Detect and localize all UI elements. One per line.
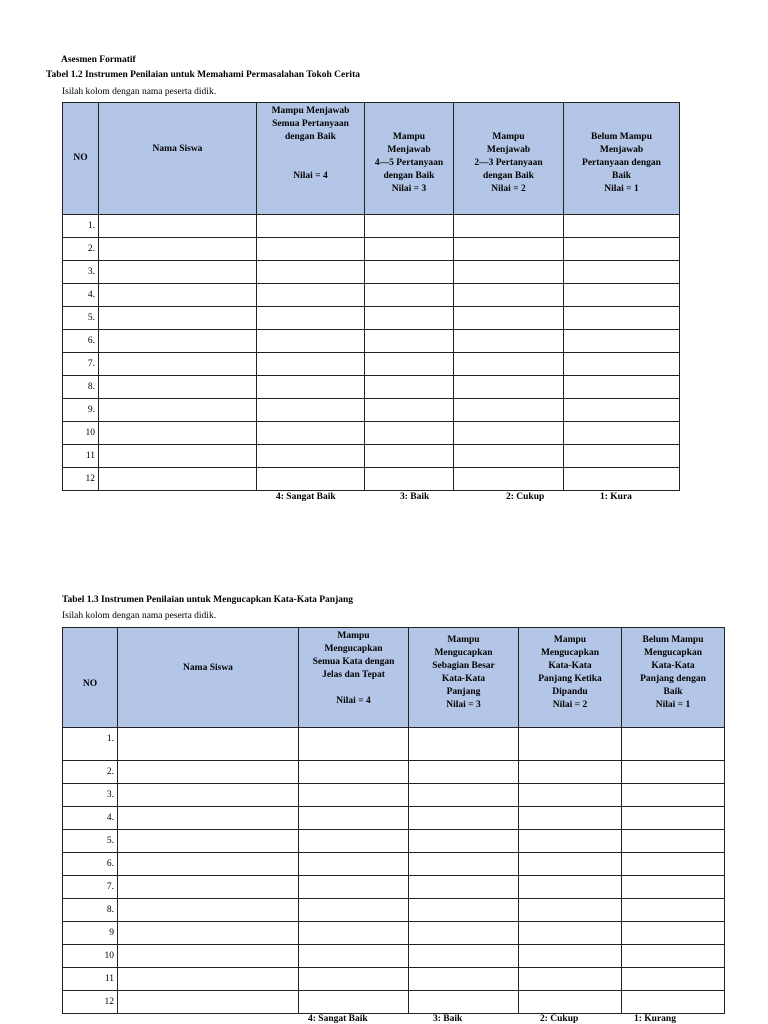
student-name-cell[interactable] <box>99 376 257 399</box>
table2-legend-2: 2: Cukup <box>540 1014 579 1024</box>
header-line: Sebagian Besar <box>432 661 495 671</box>
score-cell[interactable] <box>622 899 725 922</box>
table-row <box>63 399 680 422</box>
row-number: 11 <box>63 968 118 991</box>
score-cell[interactable] <box>257 399 365 422</box>
table1-title: Tabel 1.2 Instrumen Penilaian untuk Memahami Permasalahan Tokoh Cerita <box>46 70 360 80</box>
score-cell[interactable] <box>365 261 454 284</box>
header-line <box>257 157 364 170</box>
table2-header-col3 <box>519 628 622 728</box>
header-line: Nilai = 3 <box>446 700 481 710</box>
table-row <box>63 853 725 876</box>
table1-header-row <box>63 103 680 215</box>
student-name-cell[interactable] <box>118 853 299 876</box>
table1-instruction: Isilah kolom dengan nama peserta didik. <box>62 87 217 97</box>
header-line: Kata-Kata <box>441 674 486 684</box>
table-row <box>63 991 725 1014</box>
score-cell[interactable] <box>564 376 680 399</box>
score-cell[interactable] <box>365 468 454 491</box>
student-name-cell[interactable] <box>118 968 299 991</box>
score-cell[interactable] <box>564 399 680 422</box>
score-cell[interactable] <box>365 399 454 422</box>
student-name-cell[interactable] <box>99 215 257 238</box>
score-cell[interactable] <box>409 945 519 968</box>
table2-legend-1: 1: Kurang <box>634 1014 676 1024</box>
header-line: Nilai = 2 <box>491 184 526 194</box>
header-line: Jelas dan Tepat <box>322 670 385 680</box>
score-cell[interactable] <box>622 761 725 784</box>
row-number: 12 <box>63 991 118 1014</box>
row-number: 9. <box>63 399 99 422</box>
row-number: 7. <box>63 876 118 899</box>
score-cell[interactable] <box>365 422 454 445</box>
score-cell[interactable] <box>519 761 622 784</box>
score-cell[interactable] <box>622 876 725 899</box>
score-cell[interactable] <box>299 991 409 1014</box>
score-cell[interactable] <box>365 307 454 330</box>
score-cell[interactable] <box>519 876 622 899</box>
score-cell[interactable] <box>454 238 564 261</box>
score-cell[interactable] <box>519 945 622 968</box>
score-cell[interactable] <box>257 422 365 445</box>
score-cell[interactable] <box>454 353 564 376</box>
score-cell[interactable] <box>299 807 409 830</box>
table1-header-no: NO <box>63 103 99 215</box>
score-cell[interactable] <box>409 830 519 853</box>
score-cell[interactable] <box>519 784 622 807</box>
header-line: Menjawab <box>486 145 531 155</box>
score-cell[interactable] <box>365 284 454 307</box>
student-name-cell[interactable] <box>118 991 299 1014</box>
header-line: Nilai = 2 <box>552 700 588 710</box>
score-cell[interactable] <box>622 968 725 991</box>
header-line: Panjang Ketika <box>538 674 602 684</box>
student-name-cell[interactable] <box>99 468 257 491</box>
table-row <box>63 445 680 468</box>
header-line: Mengucapkan <box>540 648 600 658</box>
row-number: 5. <box>63 307 99 330</box>
row-number: 6. <box>63 853 118 876</box>
header-line <box>257 144 364 157</box>
score-cell[interactable] <box>409 728 519 761</box>
table2-header-row <box>63 628 725 728</box>
score-cell[interactable] <box>519 899 622 922</box>
student-name-cell[interactable] <box>99 284 257 307</box>
table1 <box>62 102 680 491</box>
header-line: Pertanyaan dengan <box>582 158 661 168</box>
score-cell[interactable] <box>299 853 409 876</box>
score-cell[interactable] <box>365 215 454 238</box>
score-cell[interactable] <box>257 353 365 376</box>
table2-header-col1 <box>299 628 409 728</box>
table-row <box>63 422 680 445</box>
table-row <box>63 238 680 261</box>
score-cell[interactable] <box>299 761 409 784</box>
table2-legend-3: 3: Baik <box>433 1014 463 1024</box>
score-cell[interactable] <box>454 284 564 307</box>
score-cell[interactable] <box>622 807 725 830</box>
row-number: 3. <box>63 261 99 284</box>
header-line: dengan Baik <box>383 171 435 181</box>
table-row <box>63 899 725 922</box>
score-cell[interactable] <box>454 422 564 445</box>
table-row <box>63 284 680 307</box>
score-cell[interactable] <box>409 899 519 922</box>
table-row <box>63 261 680 284</box>
score-cell[interactable] <box>564 330 680 353</box>
score-cell[interactable] <box>299 784 409 807</box>
header-line: Nilai = 1 <box>655 700 691 710</box>
score-cell[interactable] <box>299 876 409 899</box>
score-cell[interactable] <box>299 899 409 922</box>
table-row <box>63 353 680 376</box>
score-cell[interactable] <box>365 376 454 399</box>
score-cell[interactable] <box>257 330 365 353</box>
student-name-cell[interactable] <box>99 261 257 284</box>
row-number: 5. <box>63 830 118 853</box>
score-cell[interactable] <box>564 422 680 445</box>
table-row <box>63 968 725 991</box>
header-line: Panjang dengan <box>640 674 706 684</box>
header-line: 2—3 Pertanyaan <box>474 158 543 168</box>
table2-header-col4 <box>622 628 725 728</box>
row-number: 4. <box>63 284 99 307</box>
row-number: 8. <box>63 376 99 399</box>
score-cell[interactable] <box>564 215 680 238</box>
score-cell[interactable] <box>454 261 564 284</box>
header-line: Mengucapkan <box>434 648 493 658</box>
score-cell[interactable] <box>299 945 409 968</box>
score-cell[interactable] <box>409 761 519 784</box>
header-line: dengan Baik <box>483 171 534 181</box>
score-cell[interactable] <box>519 807 622 830</box>
row-number: 4. <box>63 807 118 830</box>
table-row <box>63 330 680 353</box>
score-cell[interactable] <box>564 284 680 307</box>
score-cell[interactable] <box>454 376 564 399</box>
header-line: Mampu <box>492 132 525 142</box>
row-number: 6. <box>63 330 99 353</box>
row-number: 11 <box>63 445 99 468</box>
student-name-cell[interactable] <box>118 784 299 807</box>
score-cell[interactable] <box>454 330 564 353</box>
table-row <box>63 945 725 968</box>
student-name-cell[interactable] <box>118 945 299 968</box>
header-line: Menjawab <box>599 145 644 155</box>
score-cell[interactable] <box>257 215 365 238</box>
score-cell[interactable] <box>564 468 680 491</box>
score-cell[interactable] <box>519 830 622 853</box>
table1-header-col4 <box>564 103 680 215</box>
score-cell[interactable] <box>519 968 622 991</box>
score-cell[interactable] <box>409 807 519 830</box>
header-line: Nilai = 1 <box>604 184 639 194</box>
header-line: Nilai = 3 <box>391 184 427 194</box>
score-cell[interactable] <box>622 784 725 807</box>
row-number: 2. <box>63 238 99 261</box>
header-line: Mampu <box>392 132 426 142</box>
student-name-cell[interactable] <box>118 899 299 922</box>
student-name-cell[interactable] <box>99 422 257 445</box>
header-line: Semua Kata dengan <box>312 657 395 667</box>
score-cell[interactable] <box>519 922 622 945</box>
score-cell[interactable] <box>409 784 519 807</box>
table-row <box>63 307 680 330</box>
score-cell[interactable] <box>257 284 365 307</box>
row-number: 9 <box>63 922 118 945</box>
score-cell[interactable] <box>365 445 454 468</box>
table2 <box>62 627 725 1014</box>
header-line <box>299 682 408 695</box>
table1-legend-4: 4: Sangat Baik <box>276 492 336 502</box>
score-cell[interactable] <box>564 238 680 261</box>
table1-header-name: Nama Siswa <box>99 103 257 215</box>
table-row <box>63 215 680 238</box>
score-cell[interactable] <box>299 968 409 991</box>
header-line: Dipandu <box>552 687 588 697</box>
table2-instruction: Isilah kolom dengan nama peserta didik. <box>62 611 217 621</box>
score-cell[interactable] <box>564 307 680 330</box>
table2-header-col2 <box>409 628 519 728</box>
header-line: Belum Mampu <box>591 132 652 142</box>
student-name-cell[interactable] <box>118 761 299 784</box>
score-cell[interactable] <box>454 215 564 238</box>
student-name-cell[interactable] <box>99 445 257 468</box>
score-cell[interactable] <box>299 922 409 945</box>
header-line: Mengucapkan <box>643 648 703 658</box>
student-name-cell[interactable] <box>118 830 299 853</box>
score-cell[interactable] <box>564 445 680 468</box>
table2-header-no: NO <box>63 628 118 728</box>
score-cell[interactable] <box>622 922 725 945</box>
row-number: 1. <box>63 215 99 238</box>
score-cell[interactable] <box>257 238 365 261</box>
header-line: Mampu <box>447 635 480 645</box>
score-cell[interactable] <box>454 468 564 491</box>
table2-title: Tabel 1.3 Instrumen Penilaian untuk Mengucapkan Kata-Kata Panjang <box>62 595 354 605</box>
score-cell[interactable] <box>622 945 725 968</box>
score-cell[interactable] <box>454 445 564 468</box>
row-number: 2. <box>63 761 118 784</box>
score-cell[interactable] <box>409 922 519 945</box>
score-cell[interactable] <box>519 853 622 876</box>
table-row <box>63 761 725 784</box>
row-number: 8. <box>63 899 118 922</box>
table-row <box>63 876 725 899</box>
score-cell[interactable] <box>365 353 454 376</box>
table2-header-name: Nama Siswa <box>118 628 299 728</box>
score-cell[interactable] <box>365 330 454 353</box>
score-cell[interactable] <box>257 445 365 468</box>
score-cell[interactable] <box>409 853 519 876</box>
table-row <box>63 784 725 807</box>
header-line: Belum Mampu <box>642 635 704 645</box>
row-number: 7. <box>63 353 99 376</box>
score-cell[interactable] <box>622 728 725 761</box>
score-cell[interactable] <box>519 728 622 761</box>
score-cell[interactable] <box>454 399 564 422</box>
score-cell[interactable] <box>409 876 519 899</box>
score-cell[interactable] <box>257 307 365 330</box>
student-name-cell[interactable] <box>99 330 257 353</box>
score-cell[interactable] <box>299 830 409 853</box>
row-number: 3. <box>63 784 118 807</box>
student-name-cell[interactable] <box>99 353 257 376</box>
score-cell[interactable] <box>257 376 365 399</box>
table-row <box>63 830 725 853</box>
score-cell[interactable] <box>564 261 680 284</box>
header-line: Panjang <box>446 687 481 697</box>
table-row <box>63 468 680 491</box>
header-line: Mampu <box>553 635 587 645</box>
student-name-cell[interactable] <box>118 728 299 761</box>
score-cell[interactable] <box>365 238 454 261</box>
header-line: Nilai = 4 <box>293 171 328 181</box>
score-cell[interactable] <box>622 853 725 876</box>
table1-legend-3: 3: Baik <box>400 492 430 502</box>
header-line: Mampu Menjawab <box>271 106 350 116</box>
row-number: 10 <box>63 945 118 968</box>
header-line: Menjawab <box>387 145 431 155</box>
score-cell[interactable] <box>409 968 519 991</box>
row-number: 12 <box>63 468 99 491</box>
score-cell[interactable] <box>519 991 622 1014</box>
table-row <box>63 728 725 761</box>
table-row <box>63 807 725 830</box>
table1-header-col3 <box>454 103 564 215</box>
score-cell[interactable] <box>564 353 680 376</box>
table-row <box>63 922 725 945</box>
student-name-cell[interactable] <box>99 307 257 330</box>
table1-legend-1: 1: Kura <box>600 492 632 502</box>
header-line: Kata-Kata <box>651 661 695 671</box>
header-line: 4—5 Pertanyaan <box>374 158 444 168</box>
student-name-cell[interactable] <box>118 922 299 945</box>
table-row <box>63 376 680 399</box>
header-line: Kata-Kata <box>548 661 592 671</box>
row-number: 1. <box>63 728 118 761</box>
score-cell[interactable] <box>622 830 725 853</box>
header-line: Mampu <box>337 631 370 641</box>
header-line: dengan Baik <box>285 132 336 142</box>
header-line: Mengucapkan <box>324 644 383 654</box>
student-name-cell[interactable] <box>118 807 299 830</box>
student-name-cell[interactable] <box>118 876 299 899</box>
student-name-cell[interactable] <box>99 238 257 261</box>
score-cell[interactable] <box>622 991 725 1014</box>
score-cell[interactable] <box>409 991 519 1014</box>
header-line: Baik <box>611 171 631 181</box>
score-cell[interactable] <box>257 261 365 284</box>
table2-legend-4: 4: Sangat Baik <box>308 1014 368 1024</box>
assessment-label: Asesmen Formatif <box>61 55 136 65</box>
header-line: Nilai = 4 <box>336 696 371 706</box>
score-cell[interactable] <box>454 307 564 330</box>
table1-legend-2: 2: Cukup <box>506 492 545 502</box>
header-line: Semua Pertanyaan <box>272 119 349 129</box>
row-number: 10 <box>63 422 99 445</box>
header-line: Baik <box>663 687 683 697</box>
student-name-cell[interactable] <box>99 399 257 422</box>
table1-header-col2 <box>365 103 454 215</box>
score-cell[interactable] <box>257 468 365 491</box>
score-cell[interactable] <box>299 728 409 761</box>
table1-header-col1 <box>257 103 365 215</box>
